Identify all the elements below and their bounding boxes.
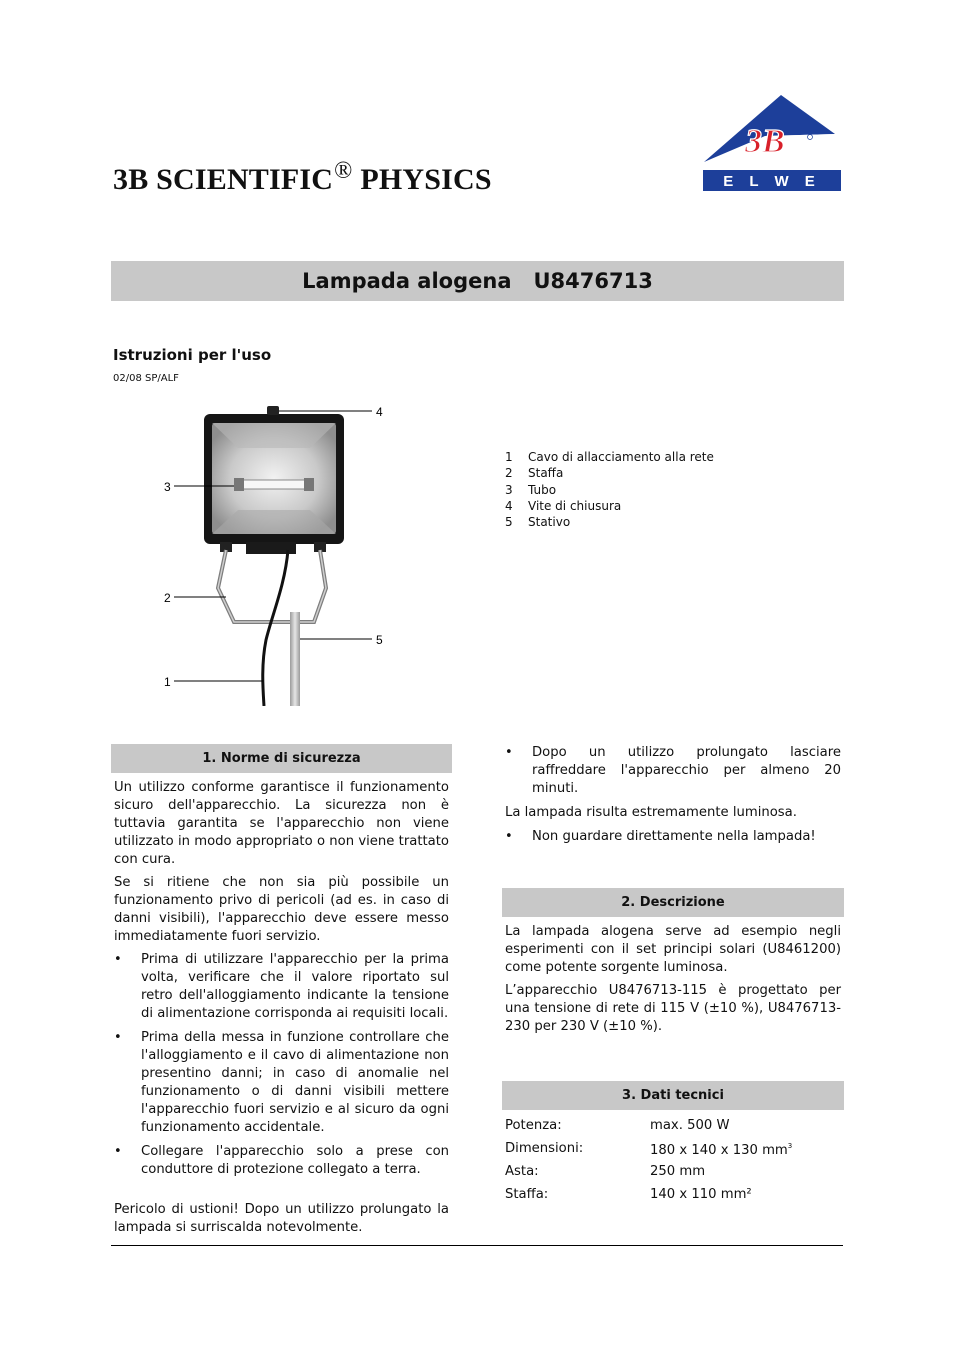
section-description xyxy=(502,888,844,1041)
brand-main: 3B SCIENTIFIC xyxy=(113,163,334,196)
list-item: • Non guardare direttamente nella lampada! xyxy=(505,828,841,846)
spec-row: Staffa: 140 x 110 mm² xyxy=(505,1186,752,1202)
paragraph: Pericolo di ustioni! Dopo un utilizzo prolungato la lampada si surriscalda notevolmente. xyxy=(114,1202,449,1235)
paragraph: Un utilizzo conforme garantisce il funzionamento sicuro dell'apparecchio. La sicurezza non è tuttavia garantita se l'apparecchio non viene utilizzato in modo appropriato o non viene trattato con cura. xyxy=(114,780,449,867)
halogen-tube xyxy=(238,480,310,489)
product-name: Lampada alogena xyxy=(302,269,512,293)
footer-rule xyxy=(111,1245,843,1246)
logo-3b-text: 3B xyxy=(745,123,785,160)
callout-5: 5 xyxy=(376,633,383,647)
product-code: U8476713 xyxy=(533,269,653,293)
callout-4: 4 xyxy=(376,405,383,419)
legend-item: 3 Tubo xyxy=(505,482,557,497)
section-heading: 2. Descrizione xyxy=(502,888,844,917)
lamp-bracket xyxy=(218,550,326,622)
power-cable xyxy=(263,550,288,706)
safety-list xyxy=(114,951,449,1179)
title-bar xyxy=(111,261,844,301)
list-item: • Prima della messa in funzione controllare che l'alloggiamento e il cavo di alimentazione non presentino danni; in caso di anomalie nel funzionamento o di danni visibili mettere l'apparecchio fuori servizio e al sicuro da ogni funzionamento accidentale. xyxy=(114,1029,449,1137)
subtitle: Istruzioni per l'uso xyxy=(113,346,272,364)
spec-row: Potenza: max. 500 W xyxy=(505,1117,730,1133)
paragraph: La lampada risulta estremamente luminosa. xyxy=(505,805,797,820)
section-safety-continued xyxy=(505,744,841,852)
section-heading: 3. Dati tecnici xyxy=(502,1081,844,1110)
list-item: • Dopo un utilizzo prolungato lasciare raffreddare l'apparecchio per almeno 20 minuti. xyxy=(505,744,841,798)
document-reference: 02/08 SP/ALF xyxy=(113,373,179,384)
callout-2: 2 xyxy=(164,591,171,605)
lamp-figure xyxy=(160,400,390,706)
figure-legend xyxy=(505,449,714,530)
paragraph: La lampada alogena serve ad esempio negli esperimenti con il set principi solari (U8461200) come potente sorgente luminosa. xyxy=(505,924,841,975)
list-item: • Prima di utilizzare l'apparecchio per la prima volta, verificare che il valore riportato sul retro dell'alloggiamento indicante la tensione di alimentazione corrisponda ai requisiti locali. xyxy=(114,951,449,1023)
brand-tail: PHYSICS xyxy=(360,163,492,196)
locking-screw xyxy=(267,406,279,415)
section-technical-data xyxy=(502,1081,844,1206)
spec-row: Dimensioni: 180 x 140 x 130 $mm^3$ xyxy=(505,1140,793,1158)
list-item: • Collegare l'apparecchio solo a prese con conduttore di protezione collegato a terra. xyxy=(114,1143,449,1179)
brand-title xyxy=(113,158,492,197)
legend-item: 5 Stativo xyxy=(505,515,571,530)
superscript: 3 xyxy=(787,1142,793,1150)
legend-item: 4 Vite di chiusura xyxy=(505,498,622,513)
legend-item: 2 Staffa xyxy=(505,466,564,481)
section-heading: 1. Norme di sicurezza xyxy=(111,744,452,773)
spec-table xyxy=(502,1110,844,1206)
brand-registered-mark: ® xyxy=(334,158,353,184)
logo-elwe-text: E L W E xyxy=(723,173,821,190)
callout-3: 3 xyxy=(164,480,171,494)
3b-elwe-logo xyxy=(703,94,843,194)
spec-row: Asta: 250 mm xyxy=(505,1163,706,1179)
paragraph: Se si ritiene che non sia più possibile un funzionamento privo di pericoli (ad es. in caso di danni visibili), l'apparecchio deve essere messo immediatamente fuori servizio. xyxy=(114,875,449,944)
section-safety xyxy=(111,744,452,1242)
callout-1: 1 xyxy=(164,675,171,689)
legend-item: 1 Cavo di allacciamento alla rete xyxy=(505,450,714,464)
paragraph: L’apparecchio U8476713-115 è progettato per una tensione di rete di 115 V (±10 %), U8476713-230 per 230 V (±10 %). xyxy=(505,983,841,1034)
lamp-stand xyxy=(290,612,300,706)
